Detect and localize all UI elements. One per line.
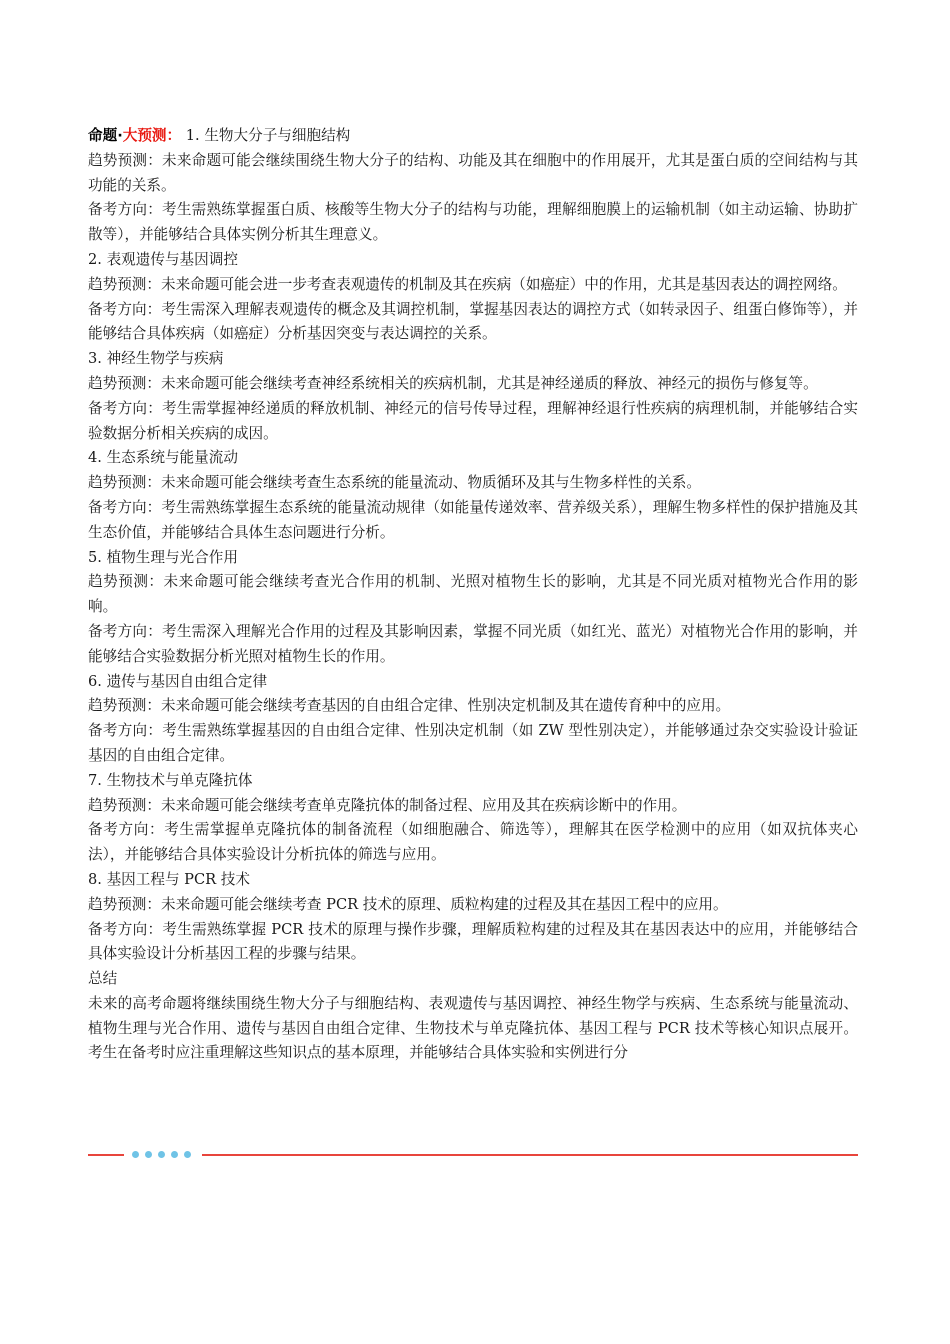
prep-paragraph-5: 备考方向：考生需深入理解光合作用的过程及其影响因素，掌握不同光质（如红光、蓝光）对植物光合作用的影响，并能够结合实验数据分析光照对植物生长的作用。 [88, 622, 858, 665]
section-title-7: 7. 生物技术与单克隆抗体 [88, 771, 253, 789]
summary-paragraph: 未来的高考命题将继续围绕生物大分子与细胞结构、表观遗传与基因调控、神经生物学与疾病、生态系统与能量流动、植物生理与光合作用、遗传与基因自由组合定律、生物技术与单克隆抗体、基因工程与 PCR 技术等核心知识点展开。考生在备考时应注重理解这些知识点的基本原理，并能够结合具体实验和实例进行分 [88, 994, 858, 1062]
section-title-2: 2. 表观遗传与基因调控 [88, 250, 238, 268]
prep-paragraph-8: 备考方向：考生需熟练掌握 PCR 技术的原理与操作步骤，理解质粒构建的过程及其在基因表达中的应用，并能够结合具体实验设计分析基因工程的步骤与结果。 [88, 920, 858, 963]
divider-dot [145, 1151, 152, 1158]
section-title-4: 4. 生态系统与能量流动 [88, 449, 238, 467]
section-title-1: 1. 生物大分子与细胞结构 [185, 127, 351, 144]
trend-paragraph-8: 趋势预测：未来命题可能会继续考查 PCR 技术的原理、质粒构建的过程及其在基因工程中的应用。 [88, 895, 728, 913]
divider-dot [158, 1151, 165, 1158]
heading-highlight: 大预测： [122, 127, 182, 144]
section-title-6: 6. 遗传与基因自由组合定律 [88, 672, 268, 690]
prep-paragraph-1: 备考方向：考生需熟练掌握蛋白质、核酸等生物大分子的结构与功能，理解细胞膜上的运输机制（如主动运输、协助扩散等），并能够结合具体实例分析其生理意义。 [88, 201, 858, 244]
trend-paragraph-5: 趋势预测：未来命题可能会继续考查光合作用的机制、光照对植物生长的影响，尤其是不同光质对植物光合作用的影响。 [88, 573, 858, 616]
prep-paragraph-2: 备考方向：考生需深入理解表观遗传的概念及其调控机制，掌握基因表达的调控方式（如转录因子、组蛋白修饰等），并能够结合具体疾病（如癌症）分析基因突变与表达调控的关系。 [88, 300, 858, 343]
trend-paragraph-7: 趋势预测：未来命题可能会继续考查单克隆抗体的制备过程、应用及其在疾病诊断中的作用。 [88, 796, 687, 814]
heading-label: 命题· [88, 127, 123, 144]
trend-paragraph-2: 趋势预测：未来命题可能会进一步考查表观遗传的机制及其在疾病（如癌症）中的作用，尤其是基因表达的调控网络。 [88, 275, 847, 293]
trend-paragraph-6: 趋势预测：未来命题可能会继续考查基因的自由组合定律、性别决定机制及其在遗传育种中的应用。 [88, 697, 731, 715]
decorative-divider [88, 1149, 858, 1161]
section-title-8: 8. 基因工程与 PCR 技术 [88, 870, 250, 888]
prep-paragraph-3: 备考方向：考生需掌握神经递质的释放机制、神经元的信号传导过程，理解神经退行性疾病的病理机制，并能够结合实验数据分析相关疾病的成因。 [88, 399, 858, 442]
section-title-5: 5. 植物生理与光合作用 [88, 548, 238, 566]
document-body [88, 124, 858, 1066]
trend-paragraph-4: 趋势预测：未来命题可能会继续考查生态系统的能量流动、物质循环及其与生物多样性的关系。 [88, 474, 701, 492]
divider-dot [132, 1151, 139, 1158]
trend-paragraph-3: 趋势预测：未来命题可能会继续考查神经系统相关的疾病机制，尤其是神经递质的释放、神经元的损伤与修复等。 [88, 374, 818, 392]
divider-dot [184, 1151, 191, 1158]
prep-paragraph-7: 备考方向：考生需掌握单克隆抗体的制备流程（如细胞融合、筛选等），理解其在医学检测中的应用（如双抗体夹心法），并能够结合具体实验设计分析抗体的筛选与应用。 [88, 821, 858, 864]
divider-line-right [202, 1154, 858, 1156]
prediction-heading [88, 124, 858, 149]
section-title-3: 3. 神经生物学与疾病 [88, 350, 224, 368]
divider-dot [171, 1151, 178, 1158]
prep-paragraph-6: 备考方向：考生需熟练掌握基因的自由组合定律、性别决定机制（如 ZW 型性别决定），并能够通过杂交实验设计验证基因的自由组合定律。 [88, 722, 858, 764]
trend-paragraph-1: 趋势预测：未来命题可能会继续围绕生物大分子的结构、功能及其在细胞中的作用展开，尤其是蛋白质的空间结构与其功能的关系。 [88, 151, 858, 194]
prep-paragraph-4: 备考方向：考生需熟练掌握生态系统的能量流动规律（如能量传递效率、营养级关系），理解生物多样性的保护措施及其生态价值，并能够结合具体生态问题进行分析。 [88, 498, 858, 541]
summary-title: 总结 [88, 970, 118, 988]
divider-line-left [88, 1154, 124, 1156]
